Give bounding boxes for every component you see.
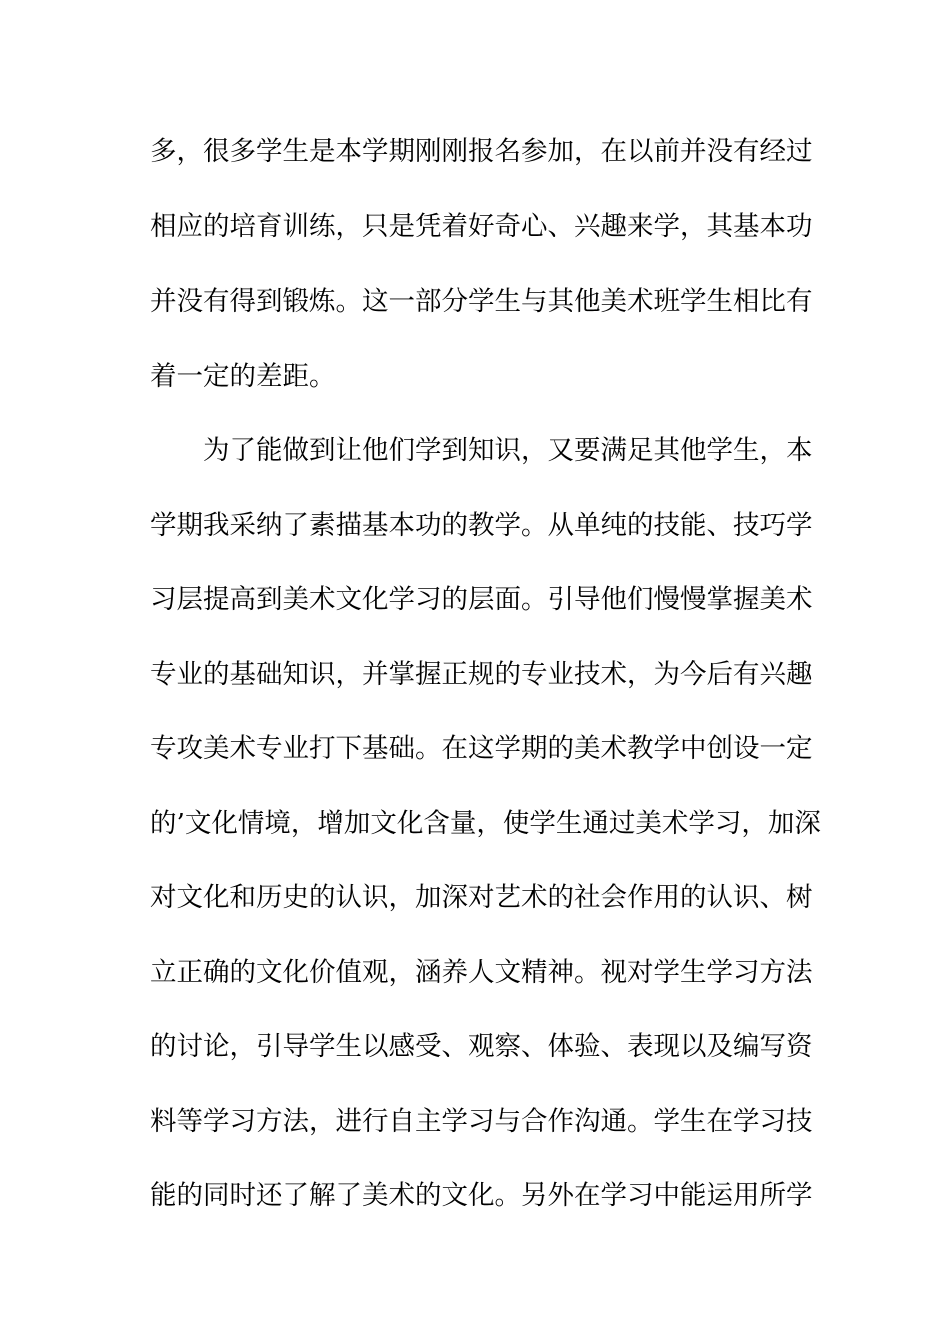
- text-line: 对文化和历史的认识，加深对艺术的社会作用的认识、树: [150, 882, 813, 913]
- text-line: 习层提高到美术文化学习的层面。引导他们慢慢掌握美术: [150, 584, 813, 615]
- text-line: 的讨论，引导学生以感受、观察、体验、表现以及编写资: [150, 1031, 813, 1062]
- text-line: 学期我采纳了素描基本功的教学。从单纯的技能、技巧学: [150, 510, 813, 541]
- text-line: 着一定的差距。: [150, 361, 336, 392]
- text-line: 立正确的文化价值观，涵养人文精神。视对学生学习方法: [150, 957, 813, 988]
- text-line: 专业的基础知识，并掌握正规的专业技术，为今后有兴趣: [150, 659, 813, 690]
- text-line: 料等学习方法，进行自主学习与合作沟通。学生在学习技: [150, 1106, 813, 1137]
- text-line: 能的同时还了解了美术的文化。另外在学习中能运用所学: [150, 1180, 813, 1211]
- text-line: 专攻美术专业打下基础。在这学期的美术教学中创设一定: [150, 733, 813, 764]
- text-line: 并没有得到锻炼。这一部分学生与其他美术班学生相比有: [150, 286, 813, 317]
- paragraph-first-line: 为了能做到让他们学到知识，又要满足其他学生，本: [203, 435, 813, 466]
- text-line: 的’文化情境，增加文化含量，使学生通过美术学习，加深: [150, 808, 821, 839]
- text-line: 多，很多学生是本学期刚刚报名参加，在以前并没有经过: [150, 136, 813, 167]
- text-line: 相应的培育训练，只是凭着好奇心、兴趣来学，其基本功: [150, 211, 813, 242]
